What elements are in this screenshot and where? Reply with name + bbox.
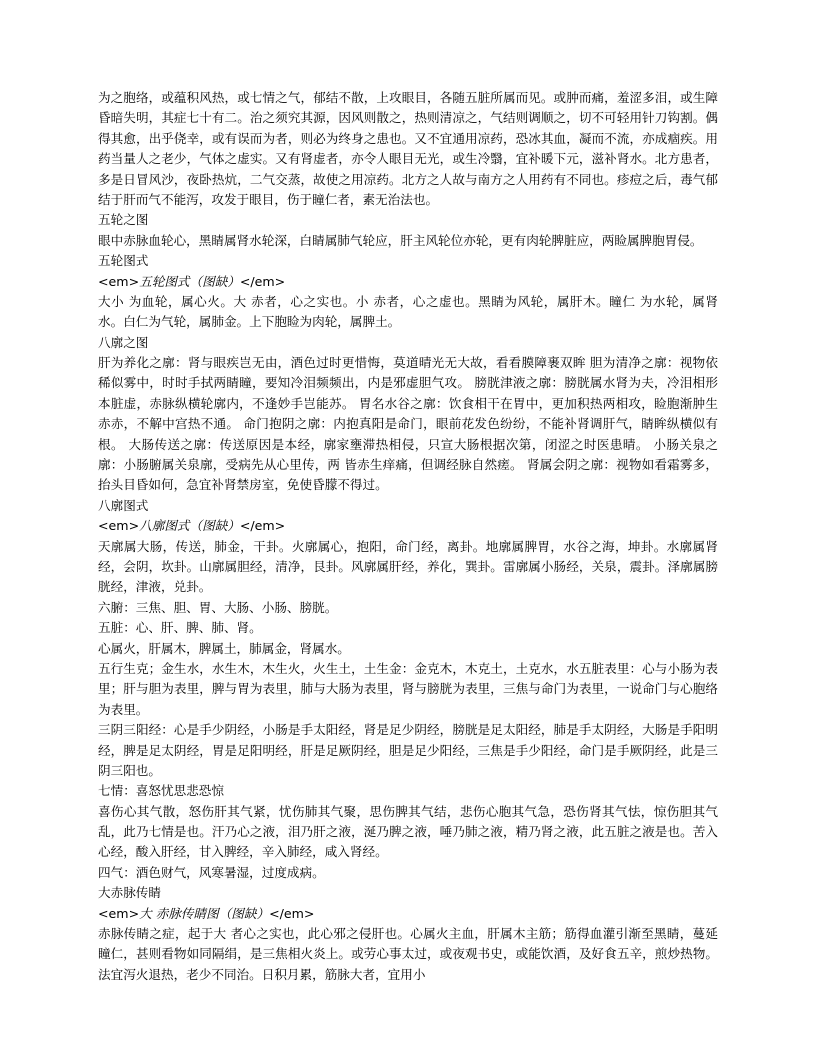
heading-wulun-tu: 五轮之图 [98,212,149,228]
em-open-tag: <em> [98,905,140,921]
em-close-tag: </em> [269,905,315,921]
heading-baguo-tushi: 八廓图式 [98,497,149,513]
em-open-tag: <em> [98,518,140,534]
figure-note-dachimai [98,904,718,924]
heading-wulun-tushi: 五轮图式 [98,253,149,269]
paragraph-dachimai: 赤脉传睛之症，起于大 者心之实也，此心邪之侵肝也。心属火主血，肝属木主筋；筋得血灌引渐至黑睛，蔓延瞳仁，甚则看物如同隔绢，是三焦相火炎上。或劳心事太过，或夜观书史，或能饮酒，及好食五辛，煎炒热物。法宜泻火退热，老少不同治。日积月累，筋脉大者，宜用小 [98,926,718,982]
heading-dachimai: 大赤脉传睛 [98,885,161,901]
figure-note-wulun [98,272,718,292]
paragraph-qiqing: 喜伤心其气散，怒伤肝其气紧，忧伤肺其气聚，思伤脾其气结，悲伤心胞其气急，恐伤肾其气怯，惊伤胆其气乱，此乃七情是也。汗乃心之液，泪乃肝之液，涎乃脾之液，唾乃肺之液，精乃肾之液，此五脏之液是也。苦入心经，酸入肝经，甘入脾经，辛入肺经，咸入肾经。 [98,803,718,860]
em-open-tag: <em> [98,273,140,289]
figure-note-baguo [98,516,718,536]
figure-caption-text: 八廓图式（图缺） [139,518,240,534]
paragraph-baguo-tu: 肝为养化之廓：肾与眼疾岂无由，酒色过时更惜悔，莫道晴光无大故，看看膜障裹双眸 胆为清净之廓：视物依稀似雾中，时时手拭两睛瞳，要知冷泪频频出，内是邪虚胆气攻。 膀胱津液之廓：膀胱属水肾为夫，冷泪相形本脏虚，赤脉纵横轮廓内，不逢妙手岂能苏。 胃名水谷之廓：饮食相干在胃中，更加积热两相攻，睑胞渐肿生赤赤，不解中宫热不通。 命门抱阴之廓：内抱真阳是命门，眼前花发色纷纷，不能补肾调肝气，睛眸纵横似有根。 大肠传送之廓：传送原因是本经，廓家壅滞热相侵，只宣大肠根据次第，闭涩之时医患晴。 小肠关泉之廓：小肠腑属关泉廓，受病先从心里传，两 皆赤生痒痛，但调经脉自然瘥。 肾属会阴之廓：视物如看霜雾多，抬头目昏如何，急宜补肾禁房室，免使昏朦不得过。 [98,355,718,493]
document-body [98,88,718,985]
paragraph-wuzang-label: 五脏：心、肝、脾、肺、肾。 [98,620,262,636]
em-close-tag: </em> [239,273,286,289]
heading-qiqing: 七情：喜怒忧思悲恐惊 [98,783,224,799]
paragraph-wulun-tushi: 大小 为血轮，属心火。大 赤者，心之实也。小 赤者，心之虚也。黑睛为风轮，属肝木。瞳仁 为水轮，属肾水。白仁为气轮，属肺金。上下胞睑为肉轮，属脾土。 [98,293,718,330]
em-close-tag: </em> [239,518,286,534]
figure-caption-text: 大 赤脉传睛图（图缺） [139,905,270,921]
paragraph-liufu: 六腑：三焦、胆、胃、大肠、小肠、膀胱。 [98,599,338,615]
paragraph-wulun-tu: 眼中赤脉血轮心，黑睛属肾水轮深，白睛属肺气轮应，肝主风轮位亦轮，更有肉轮脾脏应，两睑属脾胞胃侵。 [98,232,703,248]
paragraph-wuxing-shengke: 五行生克；金生水，水生木，木生火，火生土，土生金：金克木，木克土，土克水，水五脏表里：心与小肠为表里；肝与胆为表里，脾与胃为表里，肺与大肠为表里，肾与膀胱为表里，三焦与命门为表里，一说命门与心胞络为表里。 [98,660,718,717]
heading-baguo-tu: 八廓之图 [98,334,149,350]
paragraph-baguo-tushi: 天廓属大肠，传送，肺金，干卦。火廓属心，抱阳，命门经，离卦。地廓属脾胃，水谷之海，坤卦。水廓属肾经，会阴，坎卦。山廓属胆经，清净，艮卦。风廓属肝经，养化，巽卦。雷廓属小肠经，关泉，震卦。泽廓属膀胱经，津液，兑卦。 [98,538,718,595]
heading-siqi: 四气：酒色财气，风寒暑湿，过度成病。 [98,864,325,880]
figure-caption-text: 五轮图式（图缺） [139,273,240,289]
paragraph-intro: 为之胞络，或蕴积风热，或七情之气，郁结不散，上攻眼目，各随五脏所属而见。或肿而痛，羞涩多泪，或生障昏暗失明，其症七十有二。治之须究其源，因风则散之，热则清凉之，气结则调顺之，切不可轻用针刀钩割。偶得其愈，出乎侥幸，或有误而为者，则必为终身之患也。又不宜通用凉药，恐冰其血，凝而不流，亦成痼疾。用药当量人之老少，气体之虚实。又有肾虚者，亦令人眼目无光，或生冷翳，宜补暖下元，滋补肾水。北方患者，多是日冒风沙，夜卧热炕，二气交蒸，故使之用凉药。北方之人故与南方之人用药有不同也。疹痘之后，毒气郁结于肝而气不能泻，攻发于眼目，伤于瞳仁者，素无治法也。 [98,90,718,207]
paragraph-wuzang-shu: 心属火，肝属木，脾属土，肺属金，肾属水。 [98,640,350,656]
paragraph-sanyin-sanyang: 三阴三阳经：心是手少阴经，小肠是手太阳经，肾是足少阴经，膀胱是足太阳经，肺是手太阴经，大肠是手阳明经，脾是足太阴经，胃是足阳明经，肝是足厥阴经，胆是足少阳经，三焦是手少阳经，命门是手厥阴经，此是三阴三阳也。 [98,722,718,778]
